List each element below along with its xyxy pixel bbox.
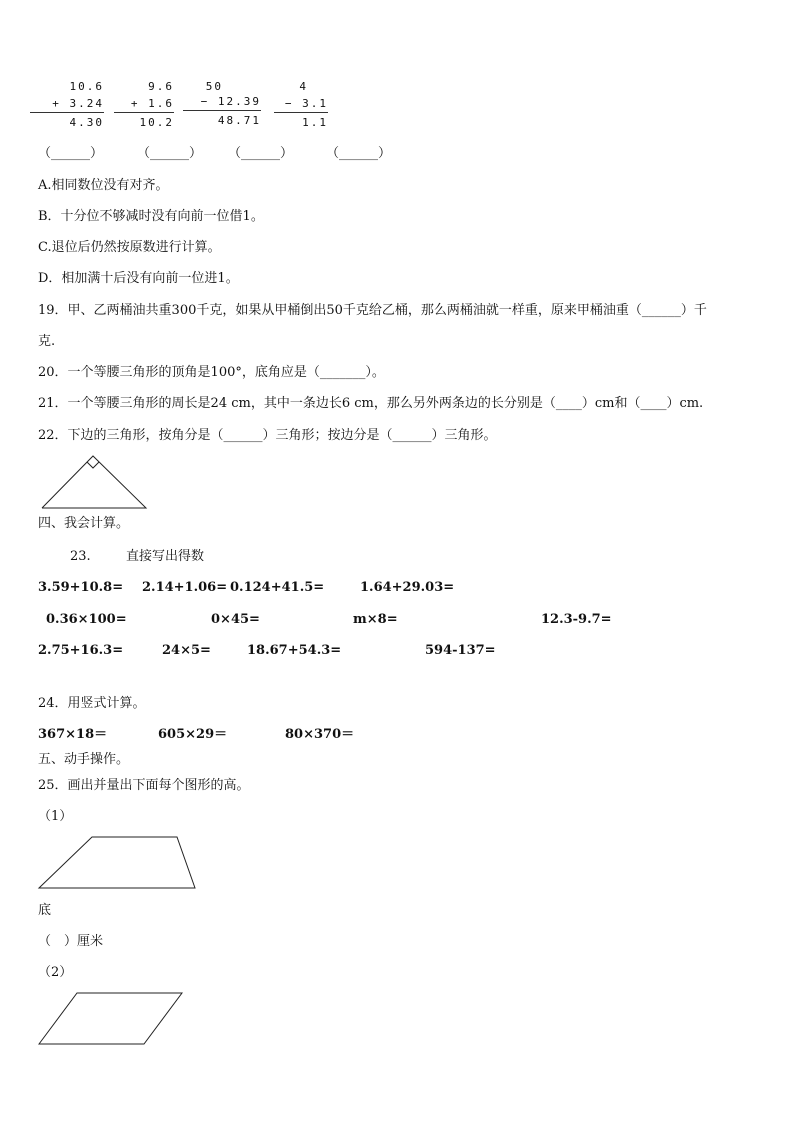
mental-item: m×8= [353,612,398,627]
question-25: 25．画出并量出下面每个图形的高。 [38,778,250,793]
calc-bottom-row [285,97,328,110]
question-19-line2: 克. [38,334,56,349]
calc-result: 10.2 [139,116,174,129]
calc-divider [114,112,174,113]
option-b: B．十分位不够减时没有向前一位借1。 [38,209,264,224]
calc-result: 48.71 [217,114,261,127]
mental-item: 2.75+16.3= [38,643,124,658]
mental-item: 24×5= [162,643,211,658]
section-5-heading: 五、动手操作。 [38,752,130,767]
mental-item: 0.124+41.5= [230,580,325,595]
question-20: 20．一个等腰三角形的顶角是100°，底角应是（_______）。 [38,365,385,380]
calc-operator: + [52,97,61,110]
question-23-title: 直接写出得数 [126,549,205,564]
trapezoid-figure [38,836,196,890]
mental-item: 2.14+1.06= [142,580,228,595]
calc-bottom: 12.39 [217,95,261,108]
calc-top: 50 [205,80,223,93]
calc-bottom-row [52,97,104,110]
calc-bottom: 3.1 [302,97,328,110]
option-d: D．相加满十后没有向前一位进1。 [38,271,239,286]
base-label: 底 [38,903,52,918]
calc-divider [274,112,328,113]
parallelogram-figure [38,992,184,1046]
height-answer-blank[interactable]: （ ）厘米 [38,934,104,949]
mental-item: 18.67+54.3= [247,643,342,658]
calc-bottom: 1.6 [148,97,174,110]
calc-operator: − [200,95,210,108]
calc-divider [30,112,104,113]
calc-bottom: 3.24 [69,97,104,110]
part-2-label: （2） [38,965,73,980]
question-21: 21．一个等腰三角形的周长是24 cm，其中一条边长6 cm，那么另外两条边的长分别是（____）cm和（____）cm. [38,396,704,411]
mental-item: 0.36×100= [46,612,127,627]
question-24: 24．用竖式计算。 [38,696,146,711]
calc-operator: − [284,97,294,110]
mental-item: 594-137= [425,643,496,658]
vertical-task: 605×29＝ [158,727,228,742]
answer-blank-1[interactable]: （______） [38,146,104,161]
calc-top: 10.6 [69,80,104,93]
answer-blank-3[interactable]: （______） [228,146,294,161]
calc-top: 9.6 [148,80,174,93]
question-19-line1: 19．甲、乙两桶油共重300千克，如果从甲桶倒出50千克给乙桶，那么两桶油就一样重，原来甲桶油重（______）千 [38,303,707,318]
calc-operator: + [130,97,140,110]
vertical-task: 80×370＝ [285,727,355,742]
part-1-label: （1） [38,809,73,824]
section-4-heading: 四、我会计算。 [38,516,130,531]
question-23-number: 23. [70,549,91,564]
mental-item: 3.59+10.8= [38,580,124,595]
calc-top: 4 [299,80,308,93]
option-c: C.退位后仍然按原数进行计算。 [38,240,221,255]
calc-divider [183,110,261,111]
question-22: 22．下边的三角形，按角分是（______）三角形；按边分是（______）三角形。 [38,428,497,443]
answer-blank-4[interactable]: （______） [326,146,392,161]
calc-bottom-row [131,97,174,110]
calc-result: 1.1 [302,116,328,129]
mental-item: 12.3-9.7= [541,612,612,627]
answer-blank-2[interactable]: （______） [137,146,203,161]
mental-item: 1.64+29.03= [360,580,455,595]
option-a: A.相同数位没有对齐。 [38,178,169,193]
right-triangle-figure [38,452,150,510]
calc-result: 4.30 [69,116,104,129]
vertical-task: 367×18＝ [38,727,108,742]
mental-item: 0×45= [211,612,260,627]
calc-bottom-row [201,95,261,108]
